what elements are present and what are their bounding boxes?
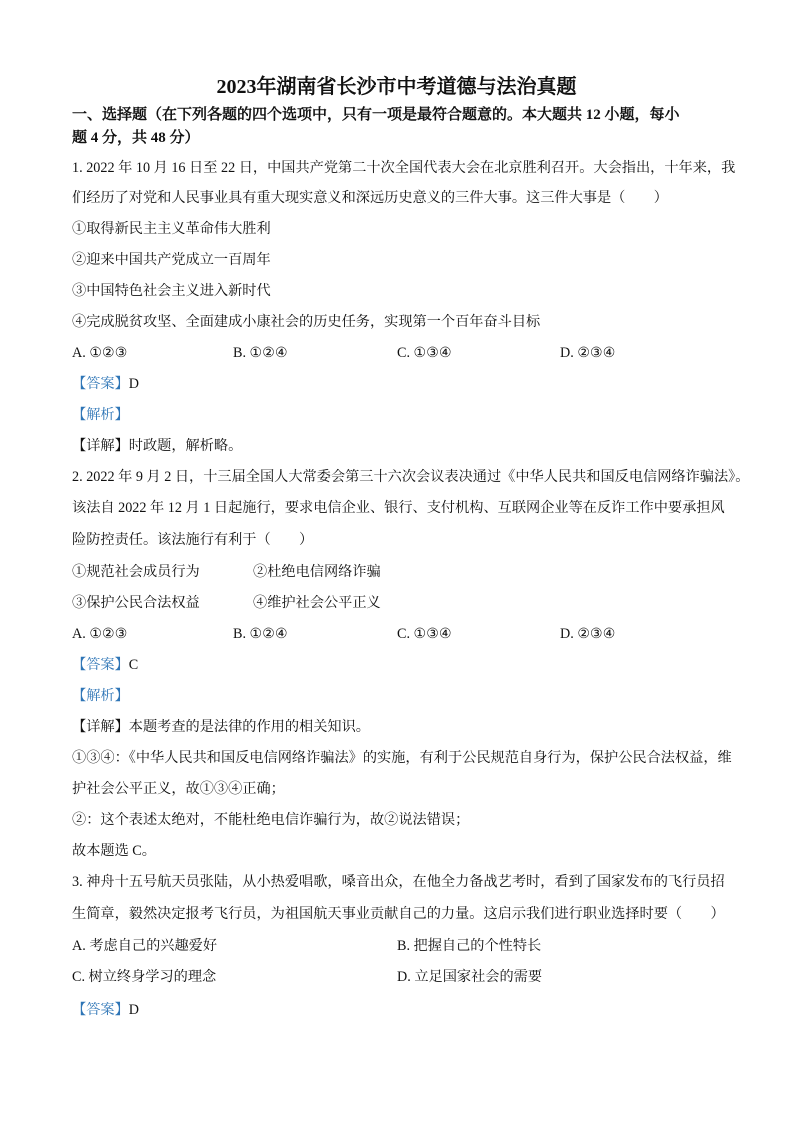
q1-option-a: A. ①②③ [72,345,128,361]
q2-line: 险防控责任。该法施行有利于（ ） [72,532,314,548]
q1-item: ②迎来中国共产党成立一百周年 [72,252,271,268]
q2-line: 2. 2022 年 9 月 2 日，十三届全国人大常委会第三十六次会议表决通过《中华人民共和国反电信网络诈骗法》。 [72,469,750,485]
q1-analysis-label: 【解析】 [72,407,129,423]
q2-explain: ②：这个表述太绝对，不能杜绝电信诈骗行为，故②说法错误； [72,812,470,828]
detail-label: 【详解】 [72,719,129,735]
q1-option-c: C. ①③④ [397,345,452,361]
q2-option-a: A. ①②③ [72,626,128,642]
q3-option-d: D. 立足国家社会的需要 [397,969,543,985]
answer-label: 【答案】 [72,376,129,392]
q2-answer [72,655,138,675]
q3-line: 3. 神舟十五号航天员张陆，从小热爱唱歌，嗓音出众，在他全力备战艺考时，看到了国家发布的飞行员招 [72,874,725,890]
q2-item: ①规范社会成员行为 [72,564,200,580]
q2-item: ③保护公民合法权益 [72,595,200,611]
q2-option-b: B. ①②④ [233,626,288,642]
q3-option-b: B. 把握自己的个性特长 [397,938,542,954]
answer-label: 【答案】 [72,1002,129,1018]
q1-item: ③中国特色社会主义进入新时代 [72,283,271,299]
q3-option-c: C. 树立终身学习的理念 [72,969,217,985]
q3-line: 生简章，毅然决定报考飞行员，为祖国航天事业贡献自己的力量。这启示我们进行职业选择时要（ ） [72,906,725,922]
detail-text: 时政题，解析略。 [128,438,243,454]
section-line: 一、选择题（在下列各题的四个选项中，只有一项是最符合题意的。本大题共 12 小题，每小 [72,107,680,123]
answer-value: D [128,376,140,392]
q1-answer [72,374,139,394]
q1-line: 们经历了对党和人民事业具有重大现实意义和深远历史意义的三件大事。这三件大事是（ ） [72,190,668,206]
page-title: 2023年湖南省长沙市中考道德与法治真题 [216,76,577,98]
q2-item: ②杜绝电信网络诈骗 [253,564,381,580]
q2-analysis-label: 【解析】 [72,688,129,704]
q2-explain: 故本题选 C。 [72,843,156,859]
section-heading [72,104,732,150]
q2-detail [72,717,370,737]
q2-item: ④维护社会公平正义 [253,595,381,611]
q2-option-d: D. ②③④ [560,626,616,642]
q1-item: ④完成脱贫攻坚、全面建成小康社会的历史任务，实现第一个百年奋斗目标 [72,314,541,330]
q2-line: 该法自 2022 年 12 月 1 日起施行，要求电信企业、银行、支付机构、互联网企业等在反诈工作中要承担风 [72,500,725,516]
q1-option-d: D. ②③④ [560,345,616,361]
q3-option-a: A. 考虑自己的兴趣爱好 [72,938,218,954]
q2-explain: ①③④：《中华人民共和国反电信网络诈骗法》的实施，有利于公民规范自身行为，保护公民合法权益，维 [72,750,732,766]
q2-explain: 护社会公平正义，故①③④正确； [72,781,285,797]
q1-detail [72,436,242,456]
answer-label: 【答案】 [72,657,129,673]
q2-option-c: C. ①③④ [397,626,452,642]
answer-value: C [128,657,139,673]
q1-line: 1. 2022 年 10 月 16 日至 22 日，中国共产党第二十次全国代表大会在北京胜利召开。大会指出，十年来，我 [72,160,736,176]
answer-value: D [128,1002,140,1018]
q1-option-b: B. ①②④ [233,345,288,361]
q3-answer [72,1000,139,1020]
q1-item: ①取得新民主主义革命伟大胜利 [72,221,271,237]
section-line: 题 4 分，共 48 分） [72,130,200,146]
detail-label: 【详解】 [72,438,129,454]
detail-text: 本题考查的是法律的作用的相关知识。 [128,719,370,735]
